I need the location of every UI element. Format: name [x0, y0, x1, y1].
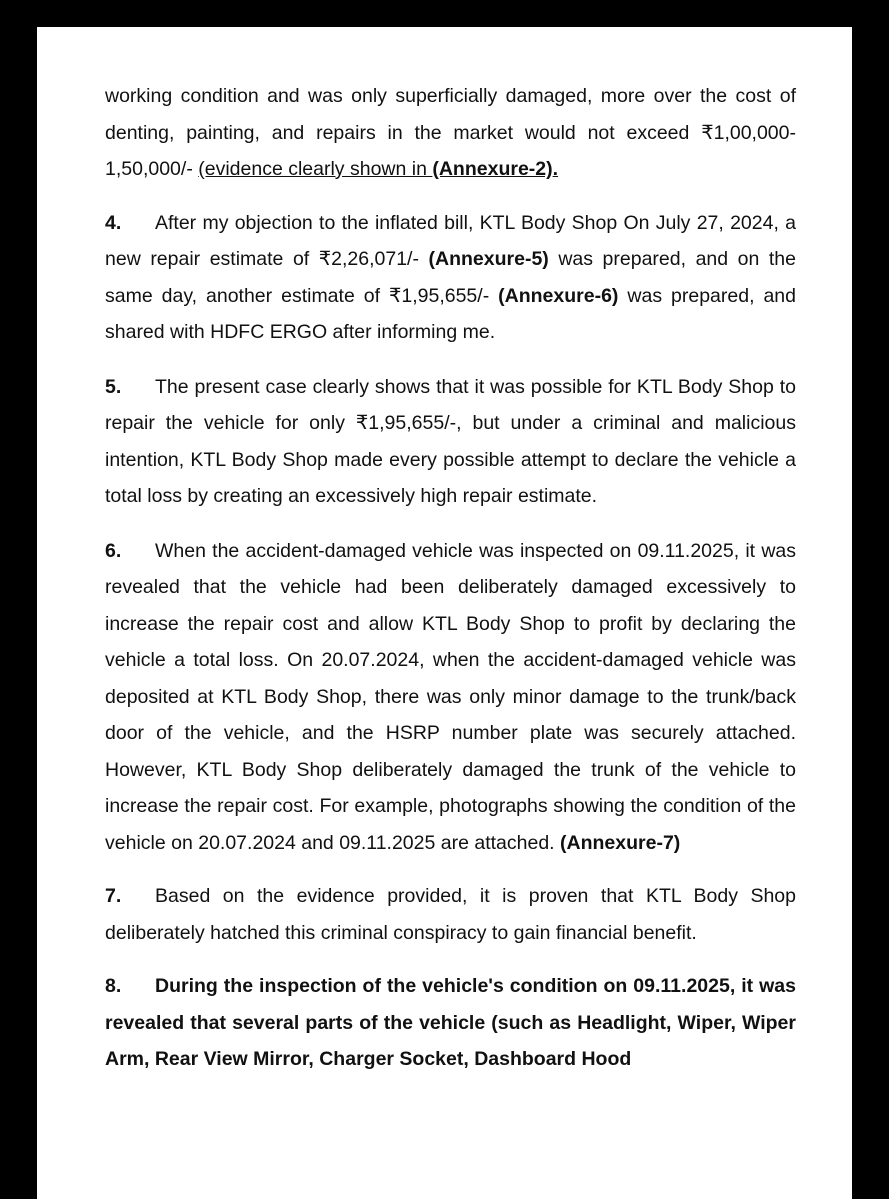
paragraph-text: The present case clearly shows that it was possible for KTL Body Shop to repair the vehicle for only ₹1,95,655/-, but under a criminal and malicious intention, KTL Body Shop made every possible attempt to declare the vehicle a total loss by creating an excessively high repair estimate. — [105, 375, 796, 507]
paragraph-text: When the accident-damaged vehicle was inspected on 09.11.2025, it was revealed that the vehicle had been deliberately damaged excessively to increase the repair cost and allow KTL Body Shop to profit by declaring the vehicle a total loss. On 20.07.2024, when the accident-damaged vehicle was deposited at KTL Body Shop, there was only minor damage to the trunk/back door of the vehicle, and the HSRP number plate was securely attached. However, KTL Body Shop deliberately damaged the trunk of the vehicle to increase the repair cost. For example, photographs showing the condition of the vehicle on 20.07.2024 and 09.11.2025 are attached. — [105, 539, 796, 854]
document-page — [37, 27, 852, 1199]
paragraph-7 — [105, 878, 796, 951]
paragraph-4 — [105, 205, 796, 351]
paragraph-text: After my objection to the inflated bill, KTL Body Shop On July 27, 2024, a new repair estimate of ₹2,26,071/- — [105, 211, 796, 270]
evidence-reference — [198, 158, 558, 180]
evidence-reference-text: (evidence clearly shown in — [198, 158, 433, 180]
paragraph-text: During the inspection of the vehicle's condition on 09.11.2025, it was revealed that several parts of the vehicle (such as Headlight, Wiper, Wiper Arm, Rear View Mirror, Charger Socket, Dashboard Hood — [105, 975, 796, 1070]
annexure-7-reference: (Annexure-7) — [560, 831, 681, 854]
paragraph-6 — [105, 533, 796, 862]
paragraph-number: 8. — [105, 975, 122, 997]
annexure-2-reference: (Annexure-2) — [432, 158, 553, 180]
paragraph-number: 7. — [105, 885, 122, 907]
paragraph-text: was prepared, and on the same day, another estimate of ₹1,95,655/- — [105, 248, 796, 307]
paragraph-number: 6. — [105, 539, 122, 562]
paragraph-text: Based on the evidence provided, it is proven that KTL Body Shop deliberately hatched this criminal conspiracy to gain financial benefit. — [105, 885, 796, 944]
paragraph-8 — [105, 968, 796, 1078]
paragraph-continuation — [105, 78, 796, 188]
paragraph-text: was prepared, and shared with HDFC ERGO after informing me. — [105, 284, 796, 343]
paragraph-number: 5. — [105, 375, 122, 398]
annexure-5-reference: (Annexure-5) — [428, 248, 549, 270]
evidence-reference-close: . — [552, 158, 559, 180]
paragraph-5 — [105, 369, 796, 515]
paragraph-text: working condition and was only superficially damaged, more over the cost of denting, painting, and repairs in the market would not exceed ₹1,00,000-1,50,000/- — [105, 85, 796, 180]
paragraph-number: 4. — [105, 211, 122, 234]
annexure-6-reference: (Annexure-6) — [498, 284, 619, 307]
